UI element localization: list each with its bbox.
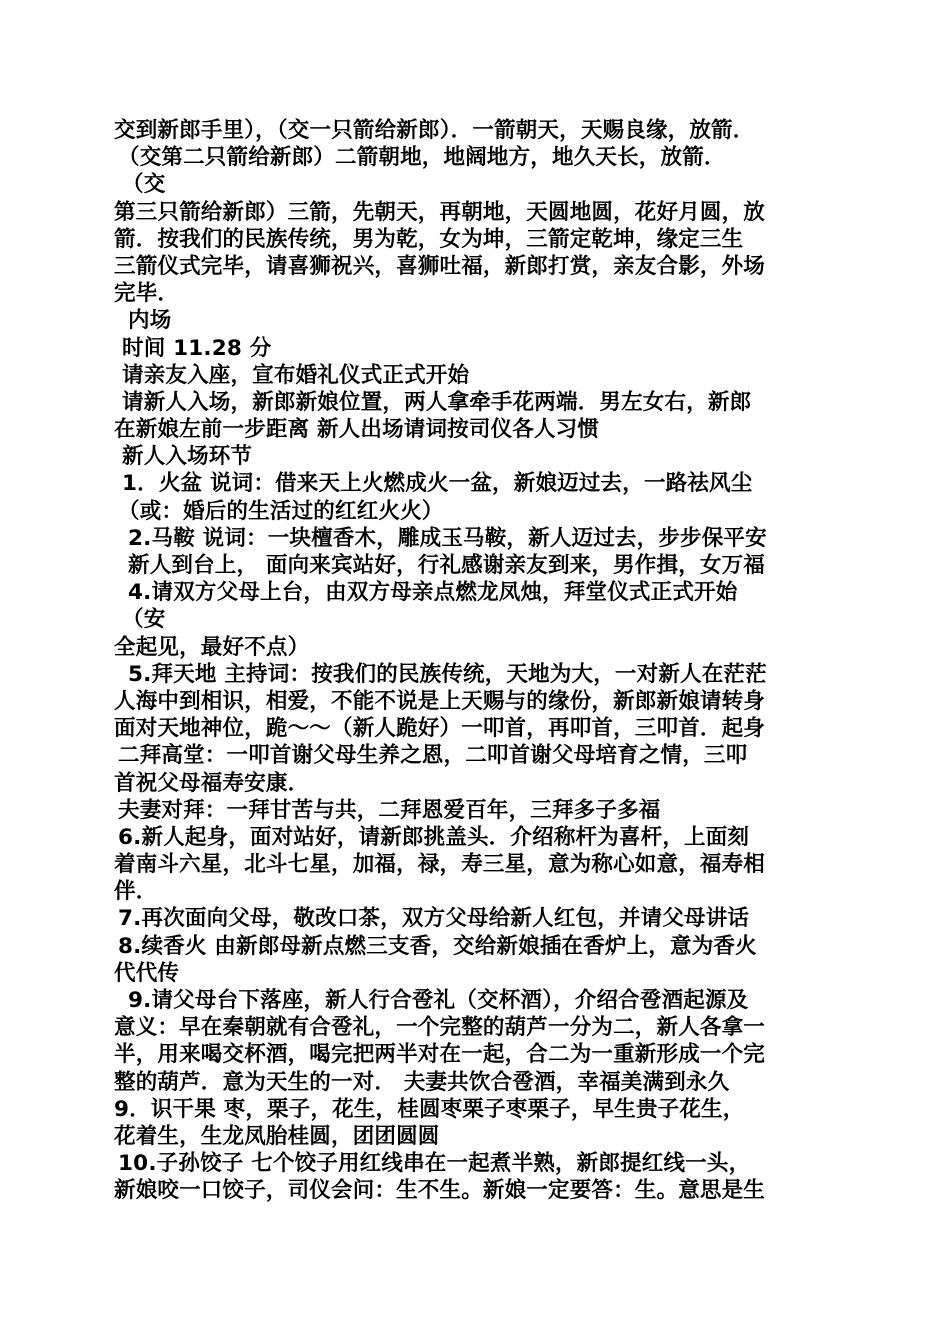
section-heading: 新人入场环节 — [122, 444, 253, 470]
text-line: 新人到台上， 面向来宾站好，行礼感谢亲友到来，男作揖，女万福 — [128, 553, 765, 578]
text-line: 整的葫芦．意为天生的一对． 夫妻共饮合卺酒，幸福美满到永久 — [114, 1069, 730, 1095]
text-line: 请亲友入座，宣布婚礼仪式正式开始 — [122, 362, 470, 388]
text-line: 4.请双方父母上台，由双方母亲点燃龙凤烛，拜堂仪式正式开始 — [128, 580, 738, 606]
text-line: （或：婚后的生活过的红红火火） — [118, 498, 444, 524]
text-line: 新娘咬一口饺子，司仪会问：生不生。新娘一定要答：生。意思是生 — [114, 1178, 766, 1204]
text-line: 代代传 — [114, 960, 180, 986]
text-line: 半，用来喝交杯酒，喝完把两半对在一起，合二为一重新形成一个完 — [114, 1042, 766, 1068]
text-line: 人海中到相识，相爱，不能不说是上天赐与的缘份，新郎新娘请转身 — [114, 688, 766, 714]
text-line: （交 — [122, 172, 166, 198]
text-line: 完毕． — [114, 281, 180, 307]
text-line: 意义：早在秦朝就有合卺礼，一个完整的葫芦一分为二，新人各拿一 — [114, 1015, 766, 1041]
text-line: 6.新人起身，面对站好，请新郎挑盖头．介绍称杆为喜杆，上面刻 — [118, 824, 750, 850]
text-line: （安 — [122, 607, 166, 633]
text-line: 9.请父母台下落座，新人行合卺礼（交杯酒），介绍合卺酒起源及 — [128, 988, 749, 1013]
text-line: 花着生，生龙凤胎桂圆，团团圆圆 — [114, 1123, 440, 1149]
text-line: 二拜高堂：一叩首谢父母生养之恩，二叩首谢父母培育之情，三叩 — [118, 743, 748, 769]
text-line: 着南斗六星，北斗七星，加福，禄，寿三星，意为称心如意，福寿相 — [114, 852, 766, 878]
text-line: 9．识干果 枣，栗子，花生，桂圆枣栗子枣栗子，早生贵子花生， — [114, 1096, 745, 1122]
text-line: 在新娘左前一步距离 新人出场请词按司仪各人习惯 — [114, 417, 600, 443]
text-line: 8.续香火 由新郎母新点燃三支香，交给新娘插在香炉上，意为香火 — [118, 933, 757, 959]
text-line: 5.拜天地 主持词：按我们的民族传统，天地为大，一对新人在茫茫 — [128, 661, 767, 687]
text-line: 伴． — [114, 879, 158, 905]
text-line: 时间 11.28 分 — [122, 335, 272, 361]
document-body — [114, 117, 844, 1205]
text-line: 三箭仪式完毕，请喜狮祝兴，喜狮吐福，新郎打赏，亲友合影，外场 — [114, 253, 766, 279]
text-line: 7.再次面向父母，敬改口茶，双方父母给新人红包，并请父母讲话 — [118, 906, 750, 932]
text-line: 夫妻对拜：一拜甘苦与共，二拜恩爱百年，三拜多子多福 — [118, 797, 661, 823]
text-line: （交第二只箭给新郎）二箭朝地，地阔地方，地久天长，放箭． — [118, 145, 726, 171]
text-line: 1．火盆 说词：借来天上火燃成火一盆，新娘迈过去，一路祛风尘 — [122, 471, 753, 497]
section-heading: 内场 — [128, 308, 172, 334]
text-line: 交到新郎手里），（交一只箭给新郎）．一箭朝天，天赐良缘，放箭． — [114, 118, 755, 143]
text-line: 面对天地神位，跪～～（新人跪好）一叩首，再叩首，三叩首．起身 — [114, 716, 766, 742]
text-line: 首祝父母福寿安康． — [114, 770, 310, 796]
text-line: 第三只箭给新郎）三箭，先朝天，再朝地，天圆地圆，花好月圆，放 — [114, 199, 766, 225]
text-line: 全起见，最好不点） — [114, 634, 310, 660]
text-line: 请新人入场，新郎新娘位置，两人拿牵手花两端．男左女右，新郎 — [122, 389, 752, 415]
text-line: 10.子孙饺子 七个饺子用红线串在一起煮半熟，新郎提红线一头， — [118, 1151, 751, 1177]
text-line: 箭．按我们的民族传统，男为乾，女为坤，三箭定乾坤，缘定三生 — [114, 226, 744, 252]
text-line: 2.马鞍 说词：一块檀香木，雕成玉马鞍，新人迈过去，步步保平安 — [128, 525, 767, 551]
